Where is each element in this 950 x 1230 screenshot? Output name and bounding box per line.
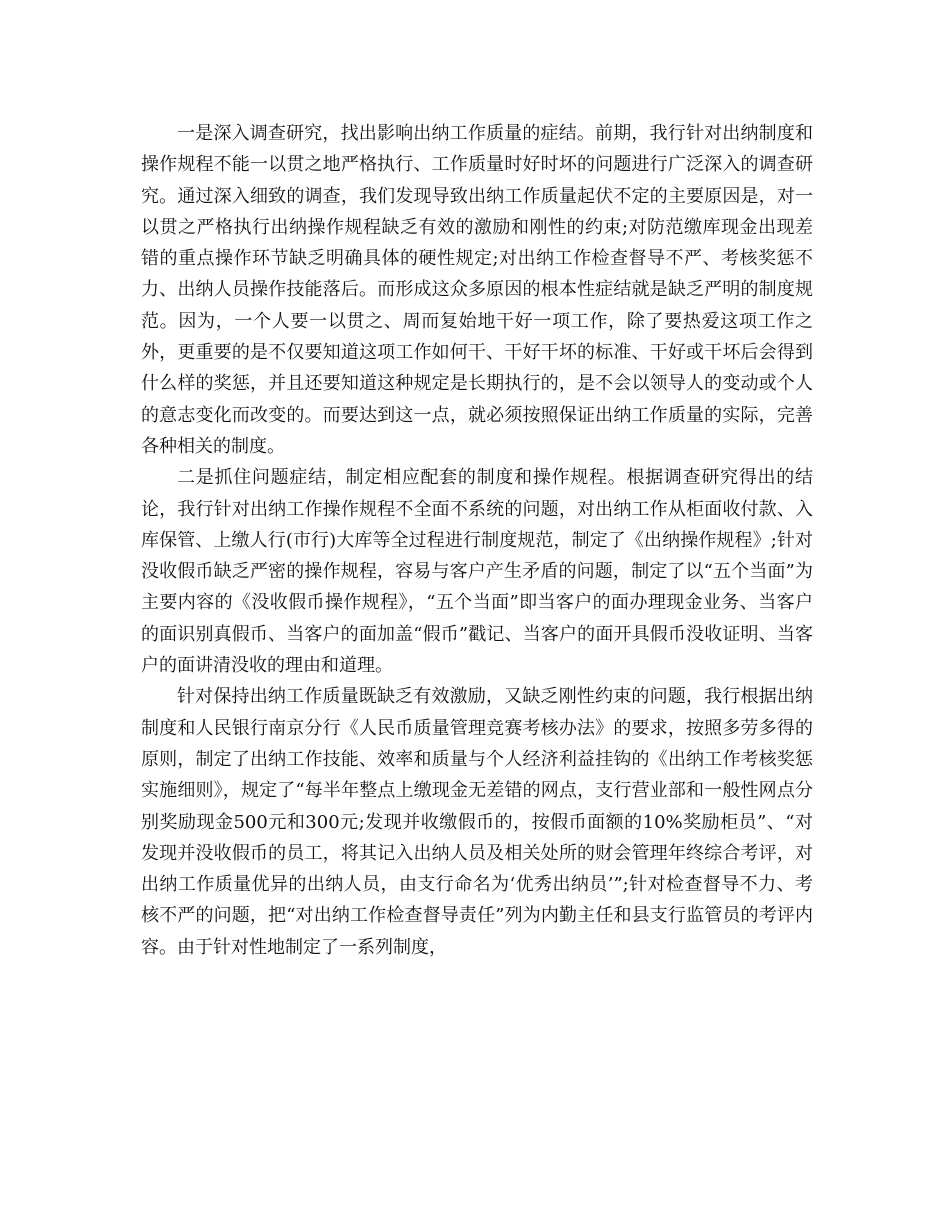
paragraph-2: 二是抓住问题症结，制定相应配套的制度和操作规程。根据调查研究得出的结论，我行针对出纳工作操作规程不全面不系统的问题，对出纳工作从柜面收付款、入库保管、上缴人行(市行)大库等全过程进行制度规范，制定了《出纳操作规程》;针对没收假币缺乏严密的操作规程，容易与客户产生矛盾的问题，制定了以“五个当面”为主要内容的《没收假币操作规程》，“五个当面”即当客户的面办理现金业务、当客户的面识别真假币、当客户的面加盖“假币”戳记、当客户的面开具假币没收证明、当客户的面讲清没收的理由和道理。 — [141, 467, 813, 677]
paragraph-3: 针对保持出纳工作质量既缺乏有效激励，又缺乏刚性约束的问题，我行根据出纳制度和人民银行南京分行《人民币质量管理竞赛考核办法》的要求，按照多劳多得的原则，制定了出纳工作技能、效率和质量与个人经济利益挂钩的《出纳工作考核奖惩实施细则》，规定了“每半年整点上缴现金无差错的网点，支行营业部和一般性网点分别奖励现金500元和300元;发现并收缴假币的，按假币面额的10%奖励柜员”、“对发现并没收假币的员工，将其记入出纳人员及相关处所的财会管理年终综合考评，对出纳工作质量优异的出纳人员，由支行命名为‘优秀出纳员’”;针对检查督导不力、考核不严的问题，把“对出纳工作检查督导责任”列为内勤主任和县支行监管员的考评内容。由于针对性地制定了一系列制度， — [141, 686, 813, 958]
paragraph-1: 一是深入调查研究，找出影响出纳工作质量的症结。前期，我行针对出纳制度和操作规程不能一以贯之地严格执行、工作质量时好时坏的问题进行广泛深入的调查研究。通过深入细致的调查，我们发现导致出纳工作质量起伏不定的主要原因是，对一以贯之严格执行出纳操作规程缺乏有效的激励和刚性的约束;对防范缴库现金出现差错的重点操作环节缺乏明确具体的硬性规定;对出纳工作检查督导不严、考核奖惩不力、出纳人员操作技能落后。而形成这众多原因的根本性症结就是缺乏严明的制度规范。因为，一个人要一以贯之、周而复始地干好一项工作，除了要热爱这项工作之外，更重要的是不仅要知道这项工作如何干、干好干坏的标准、干好或干坏后会得到什么样的奖惩，并且还要知道这种规定是长期执行的，是不会以领导人的变动或个人的意志变化而改变的。而要达到这一点，就必须按照保证出纳工作质量的实际，完善各种相关的制度。 — [141, 123, 813, 457]
document-page — [141, 118, 813, 963]
